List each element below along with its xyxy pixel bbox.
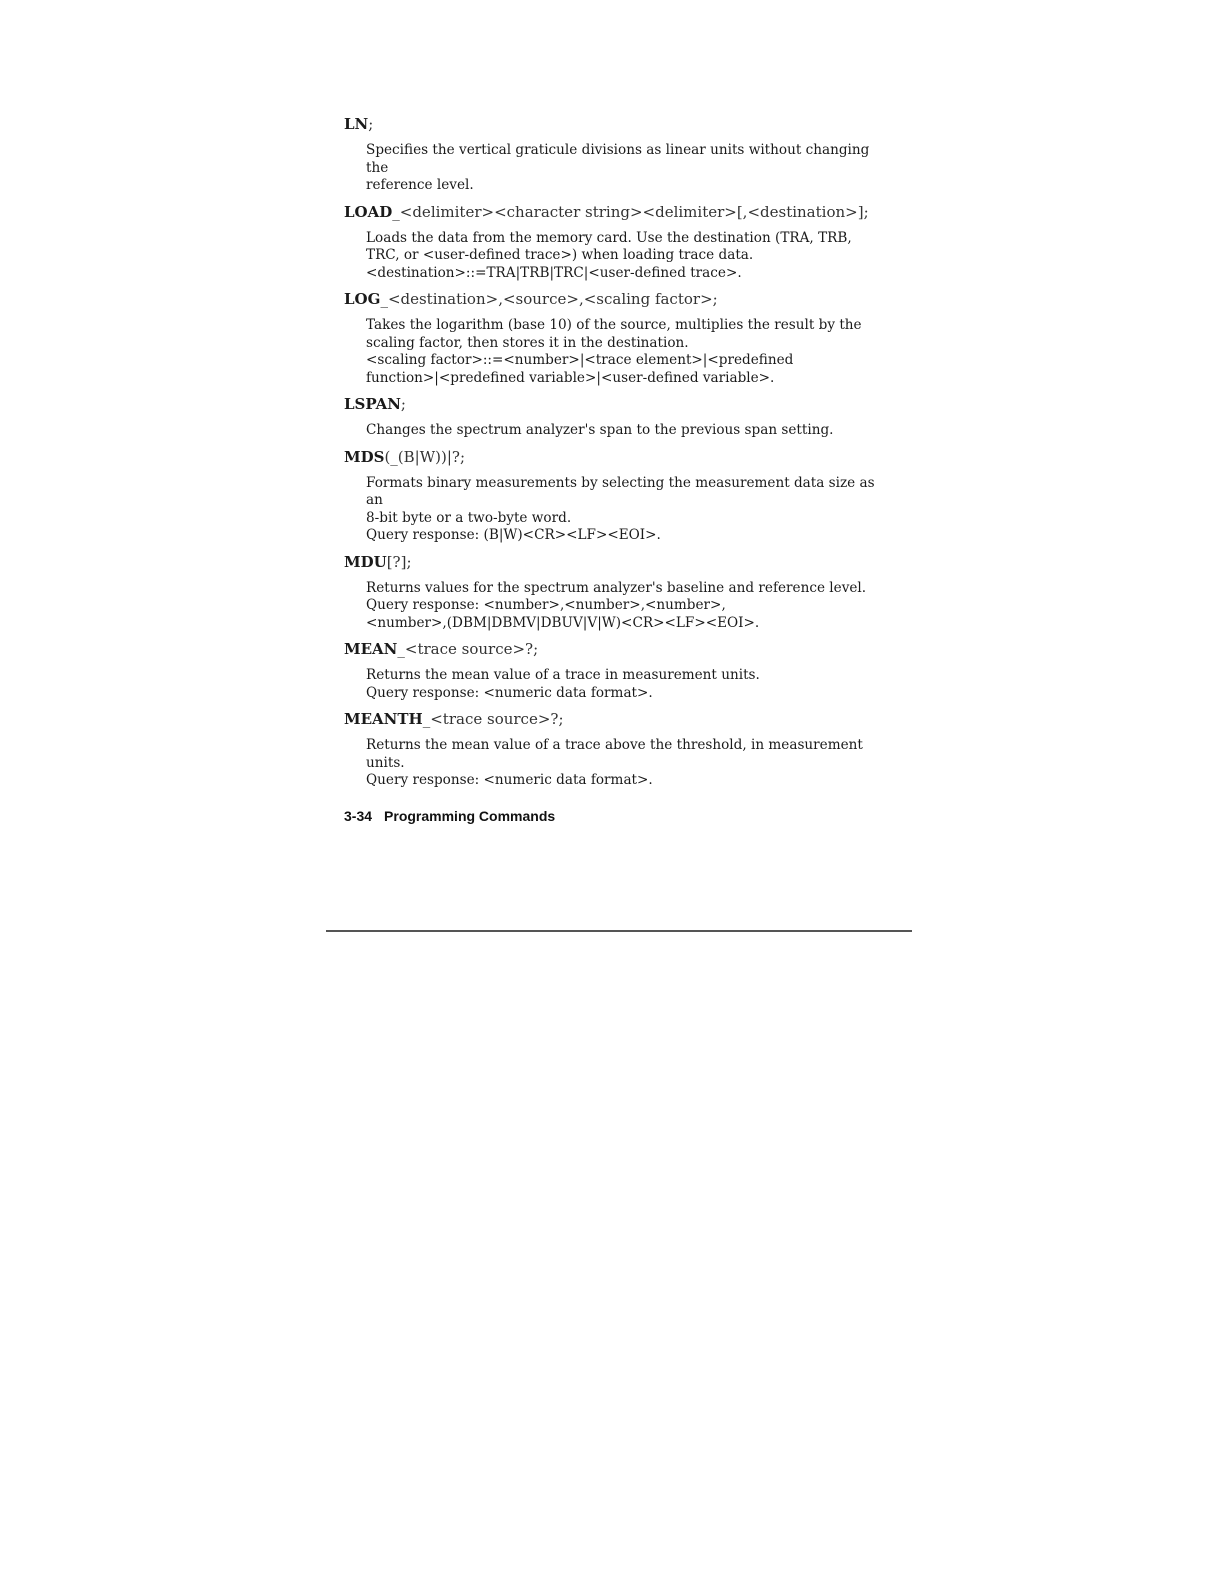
command-syntax (344, 394, 884, 414)
command-args: _<trace source>?; (397, 640, 539, 658)
description-line: Returns the mean value of a trace in measurement units. (366, 667, 760, 683)
command-syntax (344, 552, 884, 572)
description-line: scaling factor, then stores it in the destination. (366, 334, 689, 351)
command-syntax (344, 289, 884, 309)
command-entry-lspan (344, 394, 884, 440)
command-args: _<trace source>?; (422, 710, 564, 728)
command-keyword: LN (344, 115, 369, 133)
command-syntax (344, 709, 884, 729)
command-args: ; (368, 115, 374, 133)
page-footer (344, 808, 555, 824)
command-description (366, 142, 884, 195)
command-entry-load (344, 202, 884, 283)
command-description (366, 422, 884, 440)
description-line: Query response: <numeric data format>. (366, 684, 653, 701)
description-line: reference level. (366, 177, 474, 193)
horizontal-rule (326, 930, 912, 932)
description-line: Query response: <numeric data format>. (366, 772, 653, 788)
section-title: Programming Commands (384, 808, 556, 824)
command-description (366, 230, 884, 283)
command-entry-ln (344, 114, 884, 195)
command-args: (_(B|W))|?; (384, 447, 466, 466)
description-line: <number>,(DBM|DBMV|DBUV|V|W)<CR><LF><EOI>. (366, 614, 760, 631)
command-keyword: LOAD (344, 202, 393, 221)
description-line: units. (366, 754, 405, 771)
command-entry-mds (344, 447, 884, 545)
description-line: Formats binary measurements by selecting the measurement data size as an (366, 474, 875, 508)
command-keyword: MEANTH (344, 710, 423, 728)
command-description (366, 475, 884, 545)
command-entry-meanth (344, 709, 884, 790)
command-keyword: MEAN (344, 640, 398, 658)
command-args: [?]; (386, 552, 412, 571)
command-entry-log (344, 289, 884, 387)
description-line: Specifies the vertical graticule divisions as linear units without changing the (366, 142, 870, 176)
description-line: Returns the mean value of a trace above the threshold, in measurement (366, 737, 863, 753)
command-syntax (344, 447, 884, 467)
command-description (366, 667, 884, 702)
description-line: Loads the data from the memory card. Use the destination (TRA, TRB, (366, 229, 852, 246)
description-line: <destination>::=TRA|TRB|TRC|<user-defined trace>. (366, 264, 742, 281)
description-line: Query response: <number>,<number>,<number>, (366, 597, 726, 613)
command-keyword: LOG (344, 290, 381, 308)
command-args: _<delimiter><character string><delimiter>[,<destination>]; (392, 202, 869, 221)
command-syntax (344, 114, 884, 134)
command-syntax (344, 202, 884, 222)
command-syntax (344, 639, 884, 659)
command-args: _<destination>,<source>,<scaling factor>; (380, 290, 718, 308)
command-args: ; (400, 395, 406, 413)
description-line: Takes the logarithm (base 10) of the source, multiplies the result by the (366, 317, 862, 333)
description-line: <scaling factor>::=<number>|<trace element>|<predefined (366, 352, 794, 368)
command-keyword: MDS (344, 447, 385, 466)
description-line: Changes the spectrum analyzer's span to the previous span setting. (366, 422, 834, 438)
command-entry-mdu (344, 552, 884, 633)
description-line: 8-bit byte or a two-byte word. (366, 509, 572, 526)
command-entry-mean (344, 639, 884, 702)
description-line: TRC, or <user-defined trace>) when loading trace data. (366, 247, 754, 263)
command-keyword: LSPAN (344, 395, 401, 413)
description-line: function>|<predefined variable>|<user-defined variable>. (366, 369, 775, 386)
description-line: Returns values for the spectrum analyzer's baseline and reference level. (366, 579, 867, 596)
command-description (366, 737, 884, 790)
page-number: 3-34 (344, 808, 373, 824)
command-list (344, 114, 884, 797)
description-line: Query response: (B|W)<CR><LF><EOI>. (366, 527, 661, 543)
command-description (366, 580, 884, 633)
command-description (366, 317, 884, 387)
command-keyword: MDU (344, 552, 387, 571)
